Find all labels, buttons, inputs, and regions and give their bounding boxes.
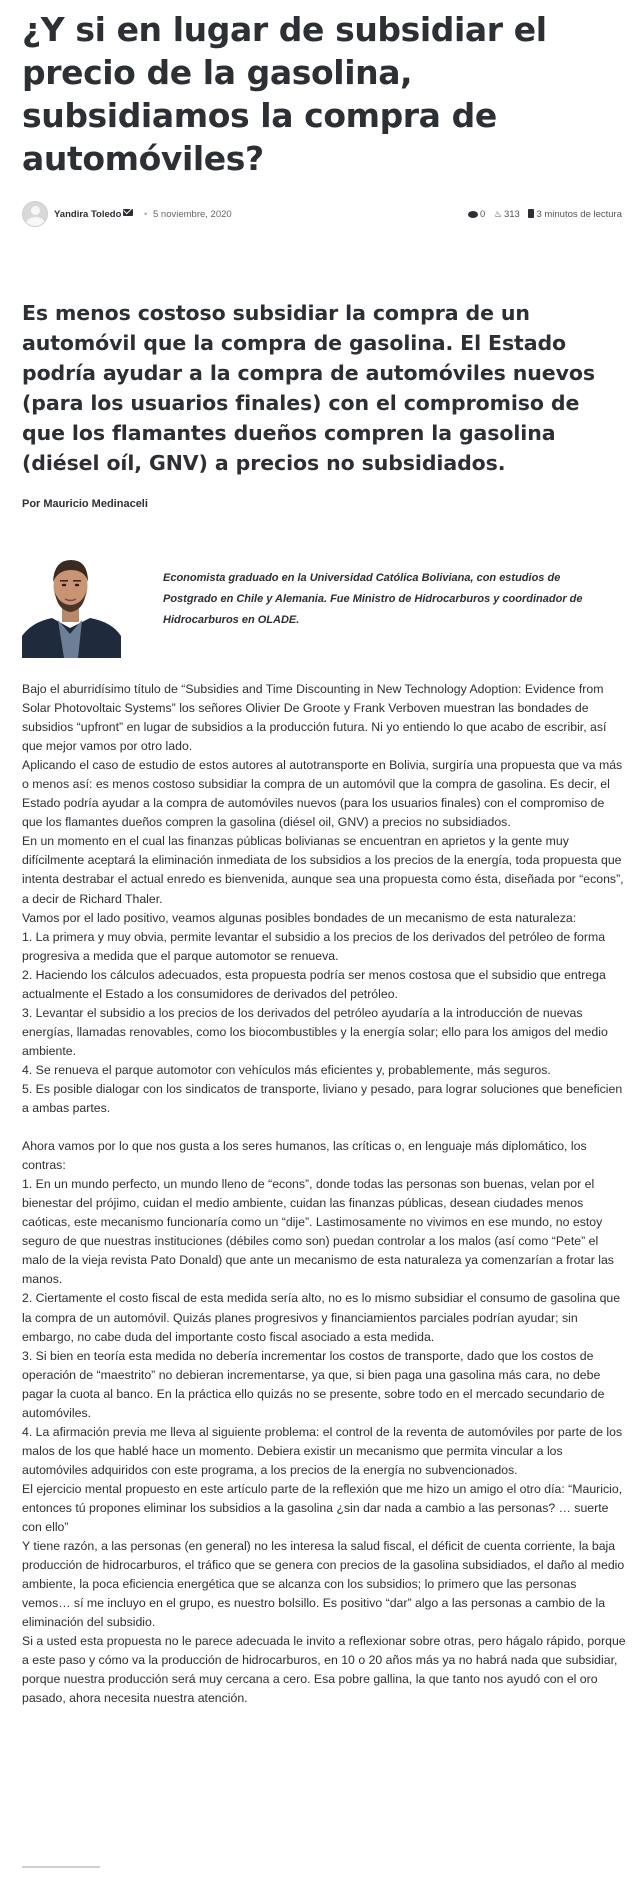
pros-item-5: 5. Es posible dialogar con los sindicatos de transporte, liviano y pesado, para lograr soluciones que beneficien a ambas partes. [22, 1081, 623, 1116]
separator-dot: • [144, 209, 148, 220]
reading-time: 3 minutos de lectura [528, 209, 622, 220]
body-paragraph: El ejercicio mental propuesto en este artículo parte de la reflexión que me hizo un amigo el otro día: “Mauricio, entonces tú propones eliminar los subsidios a la gasolina ¿sin dar nada a cambio a las personas? … suerte con ello” [22, 1481, 623, 1535]
pros-item-2: 2. Haciendo los cálculos adecuados, esta propuesta podría ser menos costosa que el subsidio que entrega actualmente el Estado a los consumidores de derivados del petróleo. [22, 967, 606, 1001]
comments-count-link[interactable]: 0 [468, 209, 485, 220]
article-title: ¿Y si en lugar de subsidiar el precio de la gasolina, subsidiamos la compra de automóviles? [22, 10, 547, 178]
flame-icon: ♨ [493, 209, 502, 219]
pros-item-1: 1. La primera y muy obvia, permite levantar el subsidio a los precios de los derivados del petróleo de forma progresiva a medida que el parque automotor se renueva. [22, 929, 606, 963]
footer-divider [22, 1866, 100, 1868]
post-stats [462, 209, 622, 220]
cons-item-1: 1. En un mundo perfecto, un mundo lleno de “econs”, donde todas las personas son buenas, velan por el bienestar del prójimo, cuidan el medio ambiente, cuidan las finanzas públicas, desean ciudades menos caóticas, este mecanismo funcionaría como un “dije”. Lastimosamente no vivimos en ese mundo, no estoy seguro de que nuestras instituciones (débiles como son) puedan controlar a los malos (así como “Pete” el malo de la vieja revista Pato Donald) que ante un mecanismo de esta naturaleza ya comenzarían a frotar las manos. [22, 1177, 614, 1287]
body-paragraph: En un momento en el cual las finanzas públicas bolivianas se encuentran en aprietos y la gente muy difícilmente aceptará la eliminación inmediata de los subsidios a los precios de la energía, toda propuesta que intenta destrabar el actual enredo es bienvenida, aunque sea una propuesta como ésta, diseñada por “econs”, a decir de Richard Thaler. [22, 834, 624, 906]
publish-date: 5 noviembre, 2020 [153, 209, 232, 220]
cons-item-4: 4. La afirmación previa me lleva al siguiente problema: el control de la reventa de automóviles por parte de los malos de los que hablé hace un momento. Debiera existir un mecanismo que permita vincular a los automóviles adquiridos con este programa, a los precios de la energía no subvencionados. [22, 1424, 623, 1477]
article-byline: Por Mauricio Medinaceli [22, 498, 148, 510]
author-name-link[interactable]: Yandira Toledo [54, 209, 122, 220]
body-paragraph: Bajo el aburridísimo título de “Subsidies and Time Discounting in New Technology Adoption: Evidence from Solar Photovoltaic Systems” los señores Olivier De Groote y Frank Verboven muestran las bondades de subsidios “upfront” en lugar de subsidios a la producción futura. Ni yo entiendo lo que acabo de escribir, así que mejor vamos por otro lado. [22, 682, 607, 754]
body-paragraph: Aplicando el caso de estudio de estos autores al autotransporte en Bolivia, surgiría una propuesta que va más o menos así: es menos costoso subsidiar la compra de un automóvil que la compra de gasolina. Es decir, el Estado podría ayudar a la compra de automóviles nuevos (para los usuarios finales) con el compromiso de que los flamantes dueños compren la gasolina (diésel oil, GNV) a precios no subsidiados. [22, 758, 623, 830]
pros-item-3: 3. Levantar el subsidio a los precios de los derivados del petróleo ayudaría a la introducción de nuevas energías, llamadas renovables, como los biocombustibles y la energía solar; ello para los amigos del medio ambiente. [22, 1005, 608, 1058]
views-count: ♨ 313 [493, 209, 520, 220]
paragraph-spacer [22, 1118, 626, 1137]
envelope-icon[interactable] [123, 209, 133, 216]
body-paragraph: Si a usted esta propuesta no le parece adecuada le invito a reflexionar sobre otras, pero hágalo rápido, porque a este paso y cómo va la producción de hidrocarburos, en 10 o 20 años más ya no habrá nada que subsidiar, porque nuestra producción será muy cercana a cero. Esa pobre gallina, la que tanto nos ayudó con el oro pasado, ahora necesita nuestra atención. [22, 1634, 626, 1706]
author-avatar[interactable] [22, 201, 48, 227]
article-body [22, 680, 626, 1708]
body-paragraph: Ahora vamos por lo que nos gusta a los seres humanos, las críticas o, en lenguaje más diplomático, los contras: [22, 1139, 587, 1173]
pros-item-4: 4. Se renueva el parque automotor con vehículos más eficientes y, probablemente, más seguros. [22, 1062, 551, 1077]
comment-icon [468, 211, 478, 218]
article-meta [22, 200, 622, 228]
author-photo [22, 548, 121, 658]
cons-item-2: 2. Ciertamente el costo fiscal de esta medida sería alto, no es lo mismo subsidiar el consumo de gasolina que la compra de un automóvil. Quizás planes progresivos y financiamientos parciales podrían ayudar; sin embargo, no cabe duda del importante costo fiscal asociado a esta medida. [22, 1291, 621, 1344]
article-lead: Es menos costoso subsidiar la compra de un automóvil que la compra de gasolina. El Estado podría ayudar a la compra de automóviles nuevos (para los usuarios finales) con el compromiso de que los flamantes dueños compren la gasolina (diésel oíl, GNV) a precios no subsidiados. [22, 301, 595, 475]
bookmark-icon [528, 209, 534, 218]
author-bio: Economista graduado en la Universidad Católica Boliviana, con estudios de Postgrado en Chile y Alemania. Fue Ministro de Hidrocarburos y coordinador de Hidrocarburos en OLADE. [163, 572, 583, 626]
body-paragraph: Y tiene razón, a las personas (en general) no les interesa la salud fiscal, el déficit de cuenta corriente, la baja producción de hidrocarburos, el tráfico que se genera con precios de la gasolina subsidiados, el daño al medio ambiente, la poca eficiencia energética que se alcanza con los subsidios; lo primero que las personas vemos… sí me incluyo en el grupo, es nuestro bolsillo. Es positivo “dar” algo a las personas a cambio de la eliminación del subsidio. [22, 1539, 625, 1630]
cons-item-3: 3. Si bien en teoría esta medida no debería incrementar los costos de transporte, dado que los costos de operación de “maestrito” no debieran incrementarse, ya que, si bien paga una gasolina más cara, no debe pagar la cuota al banco. En la práctica ello quizás no se presente, sobre todo en el mercado secundario de automóviles. [22, 1348, 605, 1420]
body-paragraph: Vamos por el lado positivo, veamos algunas posibles bondades de un mecanismo de esta naturaleza: [22, 910, 577, 925]
